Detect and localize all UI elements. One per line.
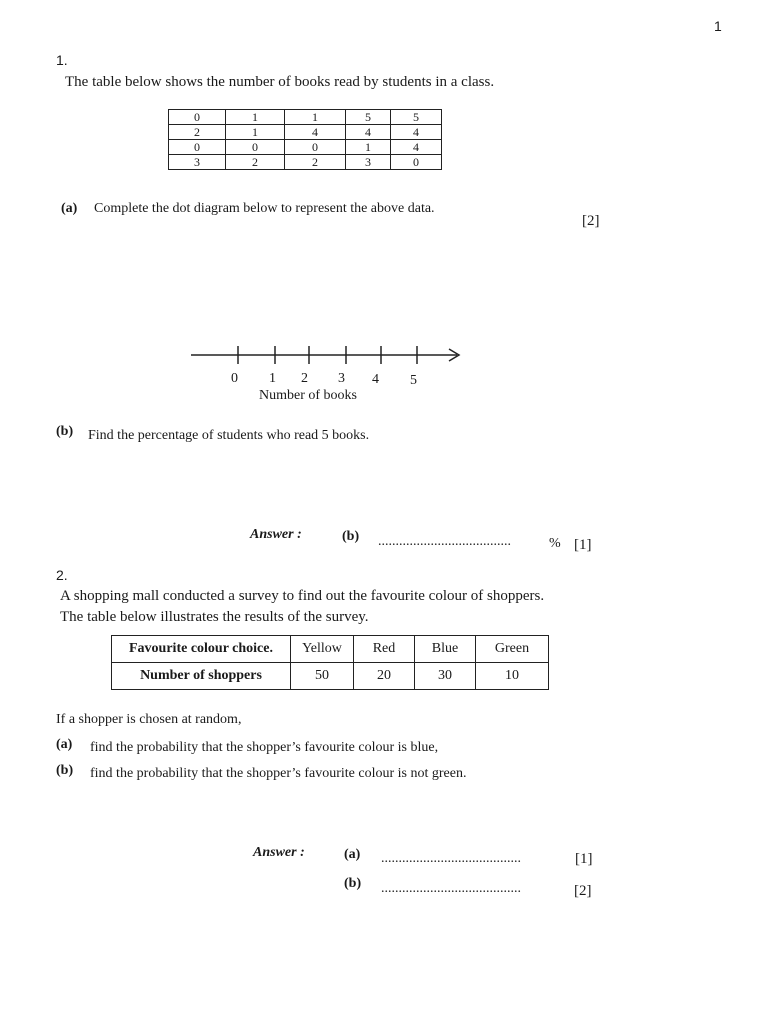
books-table-cell: 1 bbox=[285, 110, 346, 125]
q2-number: 2. bbox=[56, 567, 68, 583]
books-table-cell: 0 bbox=[391, 155, 442, 170]
axis-tick-2: 2 bbox=[301, 371, 308, 386]
colour-blue: Blue bbox=[415, 636, 476, 663]
count-green: 10 bbox=[476, 663, 549, 690]
q1-part-a-marks: [2] bbox=[582, 213, 600, 229]
books-table-cell: 1 bbox=[226, 110, 285, 125]
books-table-cell: 2 bbox=[226, 155, 285, 170]
books-table-row bbox=[169, 125, 442, 140]
q1-answer-label: Answer : bbox=[250, 527, 302, 542]
books-table-cell: 2 bbox=[285, 155, 346, 170]
books-table-cell: 5 bbox=[346, 110, 391, 125]
q1-part-b-label: (b) bbox=[56, 424, 74, 439]
books-table-cell: 3 bbox=[169, 155, 226, 170]
colour-row bbox=[112, 636, 549, 663]
books-table-cell: 1 bbox=[226, 125, 285, 140]
colour-green: Green bbox=[476, 636, 549, 663]
q1-number: 1. bbox=[56, 52, 68, 68]
q2-intro-1: A shopping mall conducted a survey to find out the favourite colour of shoppers. bbox=[60, 588, 545, 604]
books-table-cell: 0 bbox=[226, 140, 285, 155]
q2-part-b-text: find the probability that the shopper’s favourite colour is not green. bbox=[90, 766, 467, 781]
colour-yellow: Yellow bbox=[291, 636, 354, 663]
axis-tick-3: 3 bbox=[338, 371, 345, 386]
books-table-cell: 1 bbox=[346, 140, 391, 155]
shoppers-row bbox=[112, 663, 549, 690]
books-table-row bbox=[169, 140, 442, 155]
q2-part-b-label: (b) bbox=[56, 763, 74, 778]
count-yellow: 50 bbox=[291, 663, 354, 690]
q2-part-a-text: find the probability that the shopper’s favourite colour is blue, bbox=[90, 740, 439, 755]
q2-answer-b-line[interactable]: ........................................ bbox=[381, 881, 521, 896]
q2-condition: If a shopper is chosen at random, bbox=[56, 712, 242, 727]
books-table-cell: 4 bbox=[346, 125, 391, 140]
books-table-cell: 4 bbox=[391, 140, 442, 155]
q2-answer-a-marks: [1] bbox=[575, 851, 593, 867]
axis-label: Number of books bbox=[259, 388, 357, 403]
q1-answer-marks: [1] bbox=[574, 537, 592, 553]
axis-tick-1: 1 bbox=[269, 371, 276, 386]
books-table-cell: 4 bbox=[285, 125, 346, 140]
page-number: 1 bbox=[714, 18, 722, 34]
q1-answer-part: (b) bbox=[342, 529, 360, 544]
books-table-cell: 2 bbox=[169, 125, 226, 140]
axis-tick-5: 5 bbox=[410, 373, 417, 388]
books-table-cell: 5 bbox=[391, 110, 442, 125]
books-table-row bbox=[169, 155, 442, 170]
q1-part-a-text: Complete the dot diagram below to represent the above data. bbox=[94, 201, 435, 216]
colour-survey-table bbox=[111, 635, 549, 690]
q2-intro-2: The table below illustrates the results of the survey. bbox=[60, 609, 369, 625]
books-table-cell: 0 bbox=[285, 140, 346, 155]
books-table-cell: 4 bbox=[391, 125, 442, 140]
q2-answer-a-line[interactable]: ........................................ bbox=[381, 851, 521, 866]
q1-answer-unit: % bbox=[549, 536, 561, 551]
shoppers-header-cell: Number of shoppers bbox=[112, 663, 291, 690]
books-table-cell: 0 bbox=[169, 110, 226, 125]
q2-answer-b-part: (b) bbox=[344, 876, 362, 891]
q1-answer-line[interactable]: ...................................... bbox=[378, 534, 511, 549]
colour-red: Red bbox=[354, 636, 415, 663]
q1-intro: The table below shows the number of books read by students in a class. bbox=[65, 74, 495, 90]
q2-part-a-label: (a) bbox=[56, 737, 73, 752]
books-table-cell: 3 bbox=[346, 155, 391, 170]
books-table-cell: 0 bbox=[169, 140, 226, 155]
q1-part-b-text: Find the percentage of students who read 5 books. bbox=[88, 428, 370, 443]
axis-tick-0: 0 bbox=[231, 371, 238, 386]
q1-part-a-label: (a) bbox=[61, 201, 78, 216]
books-table-row bbox=[169, 110, 442, 125]
count-blue: 30 bbox=[415, 663, 476, 690]
books-table bbox=[168, 109, 442, 170]
axis-tick-4: 4 bbox=[372, 372, 379, 387]
dot-diagram-axis bbox=[185, 340, 470, 370]
count-red: 20 bbox=[354, 663, 415, 690]
q2-answer-label: Answer : bbox=[253, 845, 305, 860]
colour-header-cell: Favourite colour choice. bbox=[112, 636, 291, 663]
q2-answer-b-marks: [2] bbox=[574, 883, 592, 899]
q2-answer-a-part: (a) bbox=[344, 847, 361, 862]
